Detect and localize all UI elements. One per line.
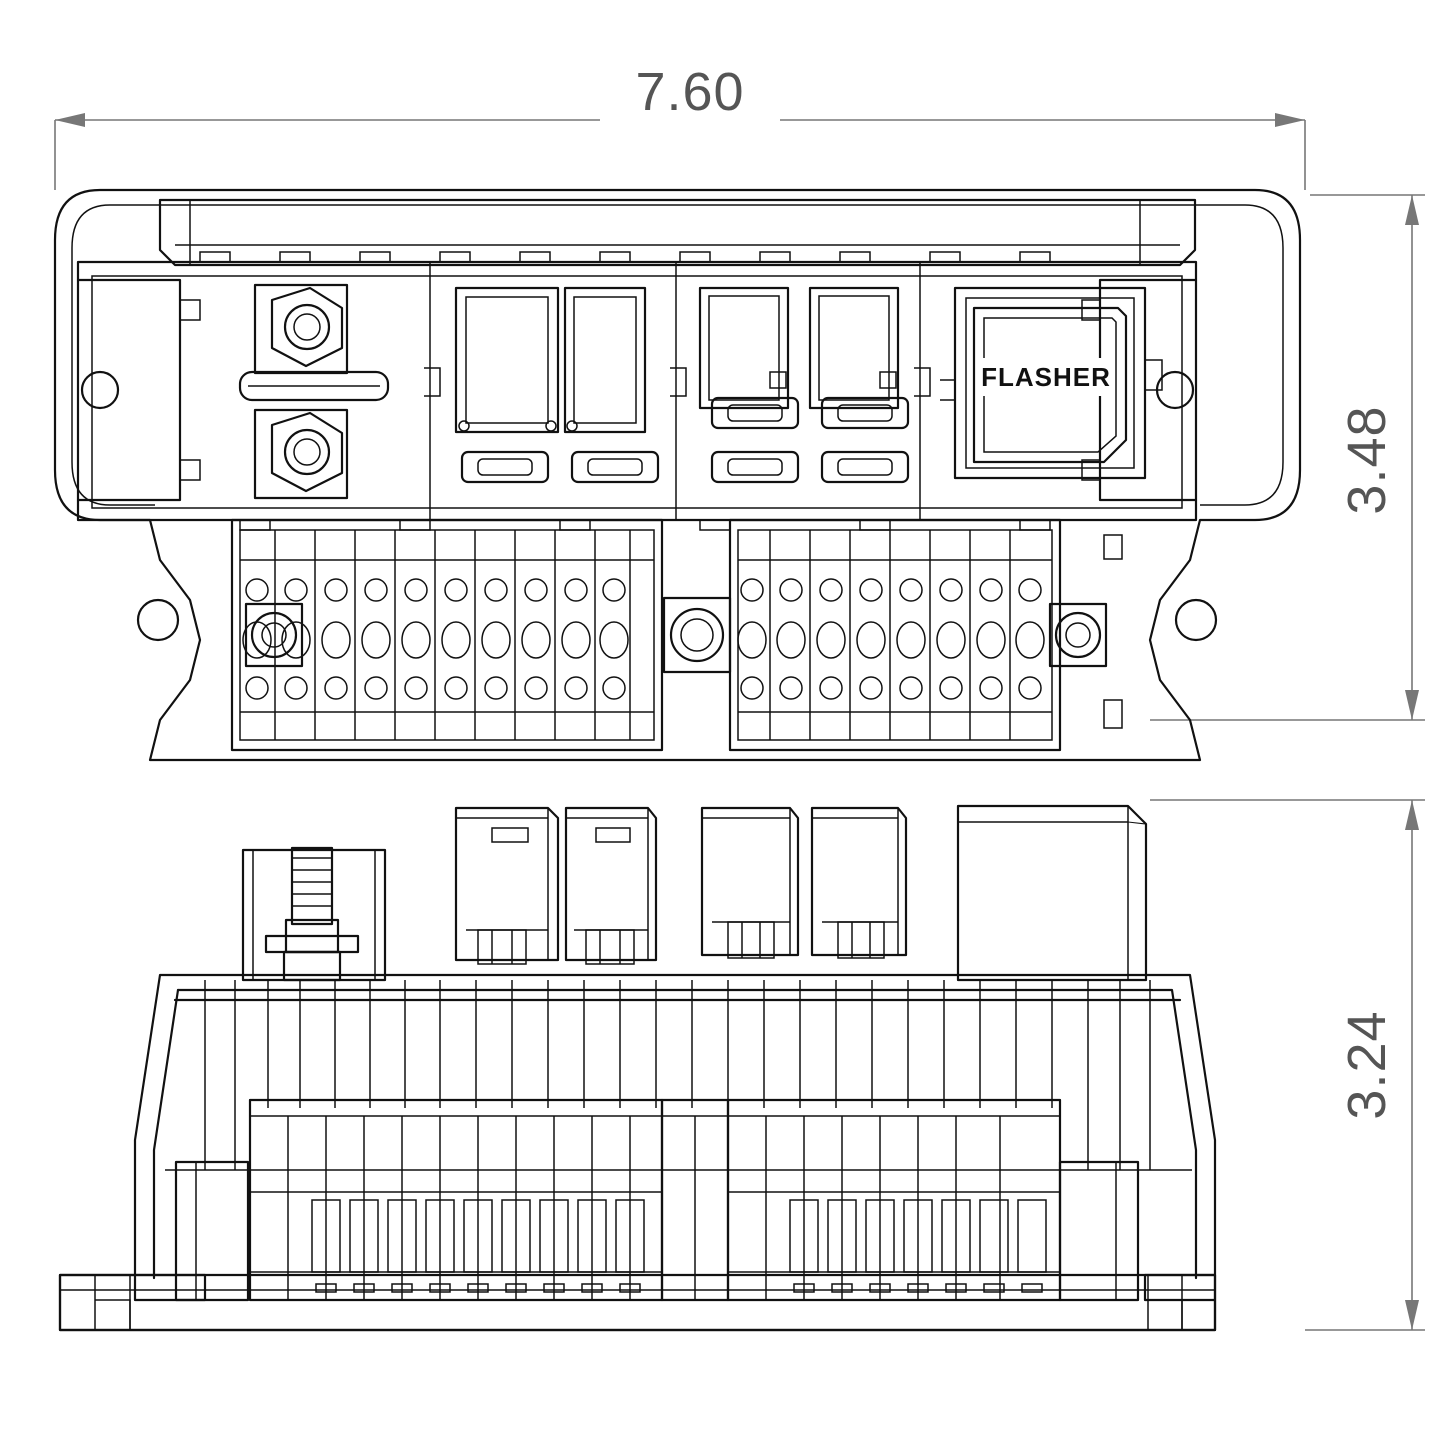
end-cap-left (176, 1162, 248, 1300)
dimension-height-front (1150, 800, 1425, 1330)
relay-socket-3 (700, 288, 788, 408)
fuse-slot (462, 452, 548, 482)
dimension-height-top-text: 3.48 (1337, 405, 1397, 515)
flasher-label: FLASHER (981, 362, 1111, 392)
flasher-module (940, 288, 1162, 478)
mounting-hole-right (1176, 600, 1216, 640)
fuse-slot-group (462, 398, 908, 482)
relay-body-2 (566, 808, 656, 964)
flasher-body-front (958, 806, 1146, 980)
relay-body-4 (812, 808, 906, 958)
relay-body-1 (456, 808, 558, 964)
stud-terminal-lower (255, 410, 347, 498)
terminal-block-front-left (250, 1100, 662, 1300)
dimension-width-text: 7.60 (635, 62, 745, 122)
front-view (60, 806, 1215, 1330)
fuse-slot (822, 398, 908, 428)
stud-bolt-front (243, 848, 385, 980)
relay-socket-1 (456, 288, 558, 432)
stud-terminal-upper (255, 285, 347, 373)
center-divider-front (662, 1100, 728, 1300)
end-cap-right (1060, 1162, 1138, 1300)
dimension-height-front-text: 3.24 (1337, 1010, 1397, 1120)
center-screw-boss (664, 598, 730, 672)
fuse-slot (712, 398, 798, 428)
dimension-width (55, 60, 1305, 190)
chassis-tabs-bottom (240, 520, 1050, 530)
fuse-slot (822, 452, 908, 482)
relay-body-3 (702, 808, 798, 958)
body-ribs (205, 980, 1150, 1170)
dimension-height-top (1150, 195, 1425, 720)
busbar-slot (240, 372, 388, 400)
screw-boss-left (246, 604, 302, 666)
chassis-tabs (200, 252, 1050, 262)
fuse-slot (572, 452, 658, 482)
top-view (55, 190, 1300, 760)
fuse-slot (712, 452, 798, 482)
relay-socket-2 (565, 288, 645, 432)
mounting-hole-left (138, 600, 178, 640)
terminal-block-right (730, 520, 1122, 750)
relay-socket-4 (810, 288, 898, 408)
terminal-block-front-right (728, 1100, 1060, 1300)
screw-boss-right (1050, 604, 1106, 666)
